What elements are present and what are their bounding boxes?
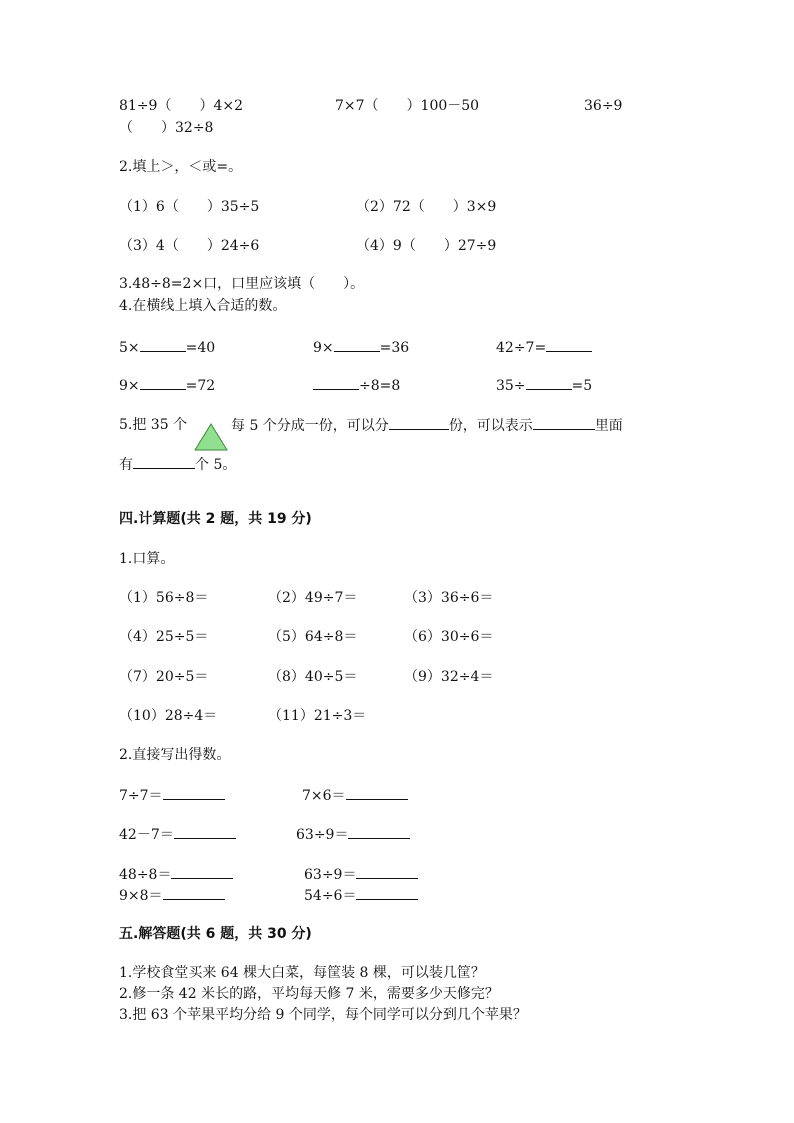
compare-item-3a: 36÷9 [584,98,623,114]
q4-fill-f [496,376,592,395]
direct-calc-7 [119,886,225,905]
calc-q1-title: 1.口算。 [119,551,175,567]
direct-calc-6 [304,865,418,884]
direct-calc-5-blank[interactable] [171,865,233,879]
q5-part5: 有 [119,457,133,473]
direct-calc-3-expr: 42－7＝ [119,827,174,843]
direct-calc-8 [304,886,418,905]
q4-c-blank[interactable] [546,338,592,352]
q4-f-pre: 35÷ [496,378,526,394]
compare-item-2: 7×7（ ）100－50 [335,98,480,114]
section-5-heading: 五.解答题(共 6 题，共 30 分) [119,926,312,942]
q5-line2 [119,455,236,474]
compare-item-3b: （ ）32÷8 [119,120,214,136]
direct-calc-2 [302,786,408,805]
q4-d-pre: 9× [119,378,140,394]
calc-q2-title: 2.直接写出得数。 [119,747,231,763]
oral-calc-11: （11）21÷3＝ [268,708,367,724]
q4-d-blank[interactable] [140,376,186,390]
direct-calc-1 [119,786,225,805]
q2-item-2: （2）72（ ）3×9 [356,199,497,215]
oral-calc-3: （3）36÷6＝ [404,590,494,606]
direct-calc-5-expr: 48÷8＝ [119,867,172,883]
q4-b-post: =36 [379,340,410,356]
direct-calc-1-expr: 7÷7＝ [119,788,163,804]
q5-blank-3[interactable] [133,455,195,469]
word-problem-1: 1.学校食堂买来 64 棵大白菜，每筐装 8 棵，可以装几筐？ [119,965,485,981]
q4-fill-d [119,376,215,395]
direct-calc-2-blank[interactable] [346,786,408,800]
q4-fill-e [313,376,400,395]
q5-part3: 份，可以表示 [448,418,533,434]
q4-f-post: =5 [571,378,593,394]
q5-part4: 里面 [594,418,623,434]
q3-text: 3.48÷8=2×口，口里应该填（ ）。 [119,276,365,292]
direct-calc-4 [296,825,410,844]
triangle-icon [194,423,228,451]
q4-fill-a [119,338,215,357]
direct-calc-1-blank[interactable] [163,786,225,800]
q4-title: 4.在横线上填入合适的数。 [119,298,287,314]
oral-calc-9: （9）32÷4＝ [404,669,494,685]
direct-calc-2-expr: 7×6＝ [302,788,346,804]
q4-e-blank[interactable] [313,376,359,390]
q5-blank-1[interactable] [389,416,449,430]
q4-b-pre: 9× [313,340,334,356]
q4-f-blank[interactable] [526,376,572,390]
q5-part6: 个 5。 [195,457,237,473]
q2-item-3: （3）4（ ）24÷6 [119,238,260,254]
direct-calc-7-expr: 9×8＝ [119,888,163,904]
q4-e-post: ÷8=8 [359,378,401,394]
direct-calc-3-blank[interactable] [174,825,236,839]
oral-calc-5: （5）64÷8＝ [268,629,358,645]
direct-calc-3 [119,825,236,844]
direct-calc-8-expr: 54÷6＝ [304,888,357,904]
oral-calc-4: （4）25÷5＝ [119,629,209,645]
q5-line1 [231,416,623,435]
compare-item-1: 81÷9（ ）4×2 [119,98,243,114]
q4-fill-c [496,338,592,357]
direct-calc-4-expr: 63÷9＝ [296,827,349,843]
q4-d-post: =72 [185,378,216,394]
q4-a-pre: 5× [119,340,140,356]
direct-calc-7-blank[interactable] [163,886,225,900]
q2-item-4: （4）9（ ）27÷9 [356,238,497,254]
direct-calc-8-blank[interactable] [356,886,418,900]
section-4-heading: 四.计算题(共 2 题，共 19 分) [119,511,312,527]
direct-calc-5 [119,865,233,884]
q5-blank-2[interactable] [533,416,595,430]
q4-fill-b [313,338,409,357]
q2-item-1: （1）6（ ）35÷5 [119,199,260,215]
q4-b-blank[interactable] [334,338,380,352]
word-problem-3: 3.把 63 个苹果平均分给 9 个同学，每个同学可以分到几个苹果？ [119,1007,527,1023]
q4-a-blank[interactable] [140,338,186,352]
direct-calc-6-expr: 63÷9＝ [304,867,357,883]
oral-calc-10: （10）28÷4＝ [119,708,218,724]
q4-c-pre: 42÷7= [496,340,547,356]
word-problem-2: 2.修一条 42 米长的路，平均每天修 7 米，需要多少天修完？ [119,986,499,1002]
q5-part2: 每 5 个分成一份，可以分 [231,418,389,434]
direct-calc-4-blank[interactable] [348,825,410,839]
oral-calc-7: （7）20÷5＝ [119,669,209,685]
q4-a-post: =40 [185,340,216,356]
oral-calc-2: （2）49÷7＝ [268,590,358,606]
oral-calc-8: （8）40÷5＝ [268,669,358,685]
q2-title: 2.填上＞，＜或=。 [119,159,243,175]
q5-part1: 5.把 35 个 [119,417,188,433]
direct-calc-6-blank[interactable] [356,865,418,879]
oral-calc-6: （6）30÷6＝ [404,629,494,645]
oral-calc-1: （1）56÷8＝ [119,590,209,606]
